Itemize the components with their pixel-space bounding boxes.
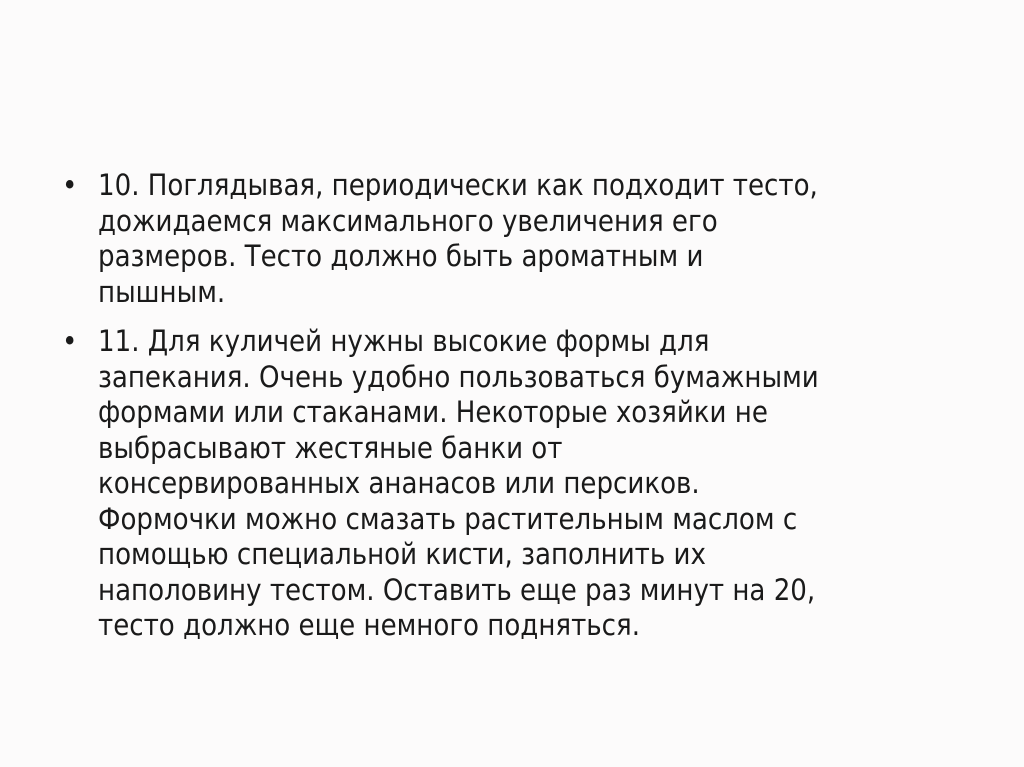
text-line: наполовину тестом. Оставить еще раз минут на 20, [98,572,816,607]
text-line: 10. Поглядывая, периодически как подходит тесто, [98,168,818,202]
text-line: тесто должно еще немного подняться. [98,608,640,642]
text-line: размеров. Тесто должно быть ароматным и [98,239,704,273]
list-item-10 [62,168,962,310]
bullet-icon: • [62,168,78,202]
text-line: Формочки можно смазать растительным маслом с [98,501,798,536]
text-line: выбрасывают жестяные банки от [98,430,563,465]
text-line: 11. Для куличей нужны высокие формы для [98,324,710,358]
bullet-icon: • [62,324,78,358]
text-line: запекания. Очень удобно пользоваться бумажными [98,359,819,394]
text-line: консервированных ананасов или персиков. [98,466,700,500]
text-line: пышным. [98,274,226,309]
list-item-11 [62,324,962,644]
text-line: дожидаемся максимального увеличения его [98,203,718,238]
text-line: помощью специальной кисти, заполнить их [98,537,706,571]
text-line: формами или стаканами. Некоторые хозяйки не [98,395,768,429]
bullet-list [62,168,962,658]
